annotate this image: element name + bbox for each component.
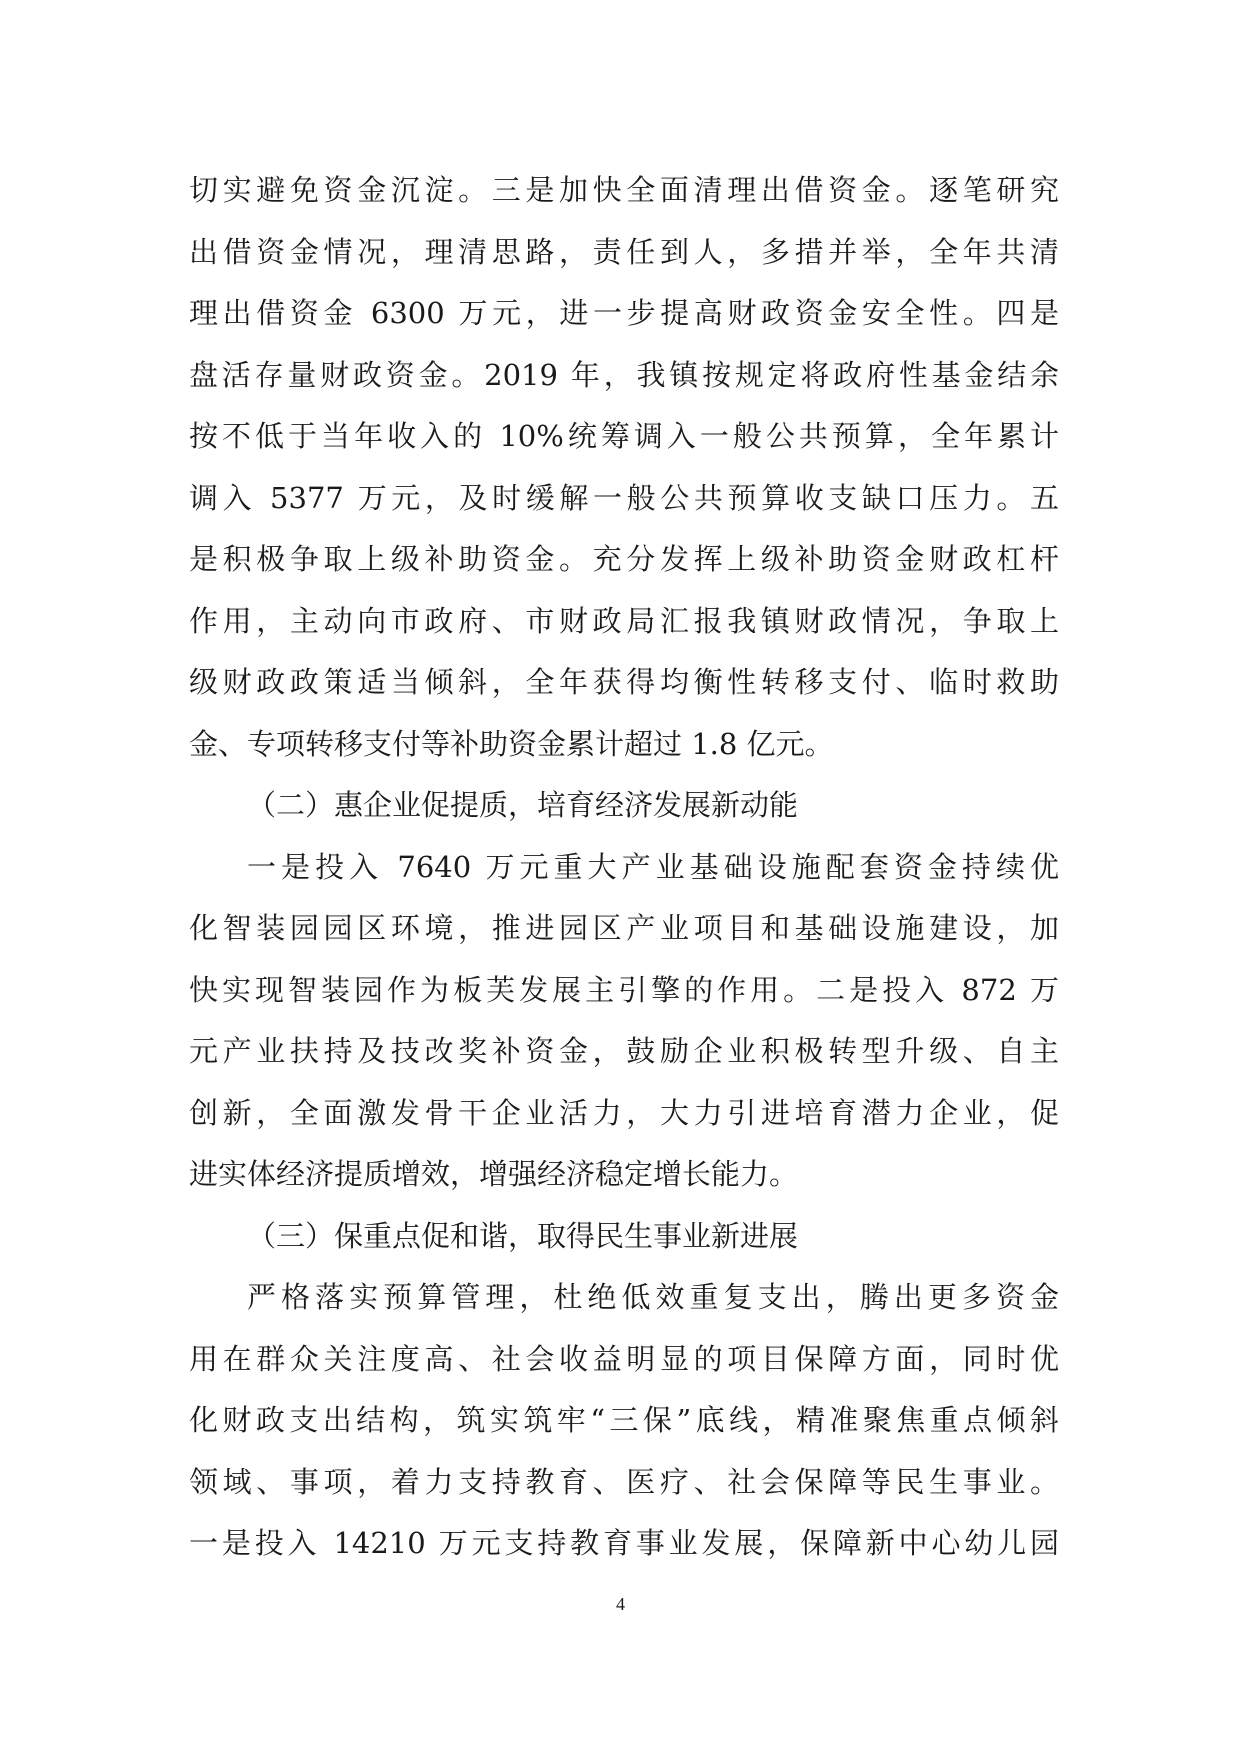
body-text xyxy=(189,160,1059,1575)
text-line: 化财政支出结构，筑实筑牢“三保”底线，精准聚焦重点倾斜 xyxy=(189,1403,1059,1437)
text-line: 出借资金情况，理清思路，责任到人，多措并举，全年共清 xyxy=(189,234,1059,269)
text-line: 用在群众关注度高、社会收益明显的项目保障方面，同时优 xyxy=(189,1341,1059,1376)
text-line: 一是投入 14210 万元支持教育事业发展，保障新中心幼儿园 xyxy=(189,1526,1059,1560)
page-number: 4 xyxy=(616,1594,625,1614)
text-line: 理出借资金 6300 万元，进一步提高财政资金安全性。四是 xyxy=(189,296,1059,330)
text-line: 按不低于当年收入的 10%统筹调入一般公共预算，全年累计 xyxy=(189,419,1059,453)
text-line: 切实避免资金沉淀。三是加快全面清理出借资金。逐笔研究 xyxy=(189,173,1059,207)
text-line: 作用，主动向市政府、市财政局汇报我镇财政情况，争取上 xyxy=(189,603,1059,638)
text-line: 进实体经济提质增效，增强经济稳定增长能力。 xyxy=(189,1157,799,1191)
text-line: 化智装园园区环境，推进园区产业项目和基础设施建设，加 xyxy=(189,911,1059,945)
text-line: 一是投入 7640 万元重大产业基础设施配套资金持续优 xyxy=(247,849,1059,884)
text-line: 严格落实预算管理，杜绝低效重复支出，腾出更多资金 xyxy=(247,1280,1059,1314)
text-line: 金、专项转移支付等补助资金累计超过 1.8 亿元。 xyxy=(189,726,834,761)
text-line: 快实现智装园作为板芙发展主引擎的作用。二是投入 872 万 xyxy=(189,972,1059,1007)
text-line: 创新，全面激发骨干企业活力，大力引进培育潜力企业，促 xyxy=(189,1095,1059,1130)
text-line: 调入 5377 万元，及时缓解一般公共预算收支缺口压力。五 xyxy=(189,480,1059,515)
text-line: 盘活存量财政资金。2019 年，我镇按规定将政府性基金结余 xyxy=(189,357,1059,392)
text-line: 级财政政策适当倾斜，全年获得均衡性转移支付、临时救助 xyxy=(189,665,1059,699)
section-heading: （二）惠企业促提质，培育经济发展新动能 xyxy=(247,788,799,822)
text-line: 元产业扶持及技改奖补资金，鼓励企业积极转型升级、自主 xyxy=(189,1034,1059,1068)
text-line: 领域、事项，着力支持教育、医疗、社会保障等民生事业。 xyxy=(189,1464,1059,1499)
text-line: 是积极争取上级补助资金。充分发挥上级补助资金财政杠杆 xyxy=(189,542,1059,576)
section-heading: （三）保重点促和谐，取得民生事业新进展 xyxy=(247,1218,799,1253)
